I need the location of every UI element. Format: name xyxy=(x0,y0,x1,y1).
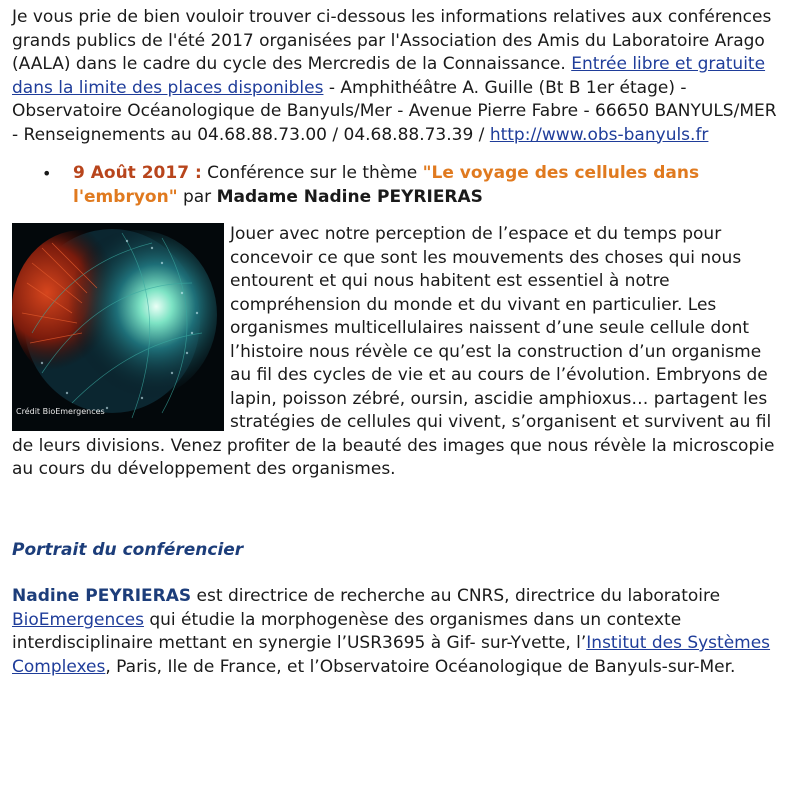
intro-text-1: Je vous prie de bien vouloir trouver ci-dessous les informations relatives aux conférences grands publics de l'été 2017 organisées par l'Association des Amis du Laboratoire Arago (AALA) dans le cadre du cycle des Mercredis de la Connaissance. xyxy=(12,7,772,74)
entry-info-link[interactable]: Entrée libre et gratuite dans la limite des places disponibles xyxy=(12,54,766,98)
image-credit: Crédit BioEmergences xyxy=(16,407,105,416)
institute-link[interactable]: Institut des Systèmes Complexes xyxy=(12,633,771,677)
portrait-heading: Portrait du conférencier xyxy=(12,539,244,560)
event-title: "Le voyage des cellules dans l'embryon" xyxy=(73,163,700,207)
bio-paragraph xyxy=(12,585,782,679)
event-speaker: Madame Nadine PEYRIERAS xyxy=(216,186,483,207)
article-block xyxy=(12,223,782,482)
lab-link[interactable]: BioEmergences xyxy=(12,609,144,630)
event-lead: Conférence sur le thème xyxy=(201,163,423,183)
embryo-image xyxy=(12,223,224,431)
event-by: par xyxy=(177,186,217,207)
bio-text-3: , Paris, Ile de France, et l’Observatoire Océanologique de Banyuls-sur-Mer. xyxy=(105,656,736,677)
website-link[interactable]: http://www.obs-banyuls.fr xyxy=(489,124,709,145)
bullet-icon: • xyxy=(42,164,52,183)
bio-text-1: est directrice de recherche au CNRS, directrice du laboratoire xyxy=(191,586,721,606)
document-body xyxy=(12,6,792,679)
bio-text-2: qui étudie la morphogenèse des organismes dans un contexte interdisciplinaire mettant en synergie l’USR3695 à Gif- sur-Yvette, l’ xyxy=(12,609,682,653)
article-paragraph: Jouer avec notre perception de l’espace et du temps pour concevoir ce que sont les mouvements des choses qui nous entourent et qui nous habitent est essentiel à notre compréhension du monde et du vivant en particulier. Les organismes multicellulaires naissent d’une seule cellule dont l’histoire nous révèle ce qu’est la construction d’un organisme au fil des cycles de vie et au cours de l’évolution. Embryons de lapin, poisson zébré, oursin, ascidie amphioxus… partagent les stratégies de cellules qui vivent, s’organisent et survivent au fil de leurs divisions. Venez profiter de la beauté des images que nous révèle la microscopie au cours du développement des organismes. xyxy=(12,224,775,479)
event-date: 9 Août 2017 : xyxy=(73,163,202,183)
intro-paragraph xyxy=(12,6,782,147)
bio-name: Nadine PEYRIERAS xyxy=(12,586,192,606)
embryo-illustration xyxy=(12,223,224,431)
intro-text-2: - Amphithéâtre A. Guille (Bt B 1er étage) - Observatoire Océanologique de Banyuls/Mer - Avenue Pierre Fabre - 66650 BANYULS/MER - Renseignements au 04.68.88.73.00 / 04.68.88.73.39 / xyxy=(12,77,777,145)
event-list-item xyxy=(12,162,793,209)
